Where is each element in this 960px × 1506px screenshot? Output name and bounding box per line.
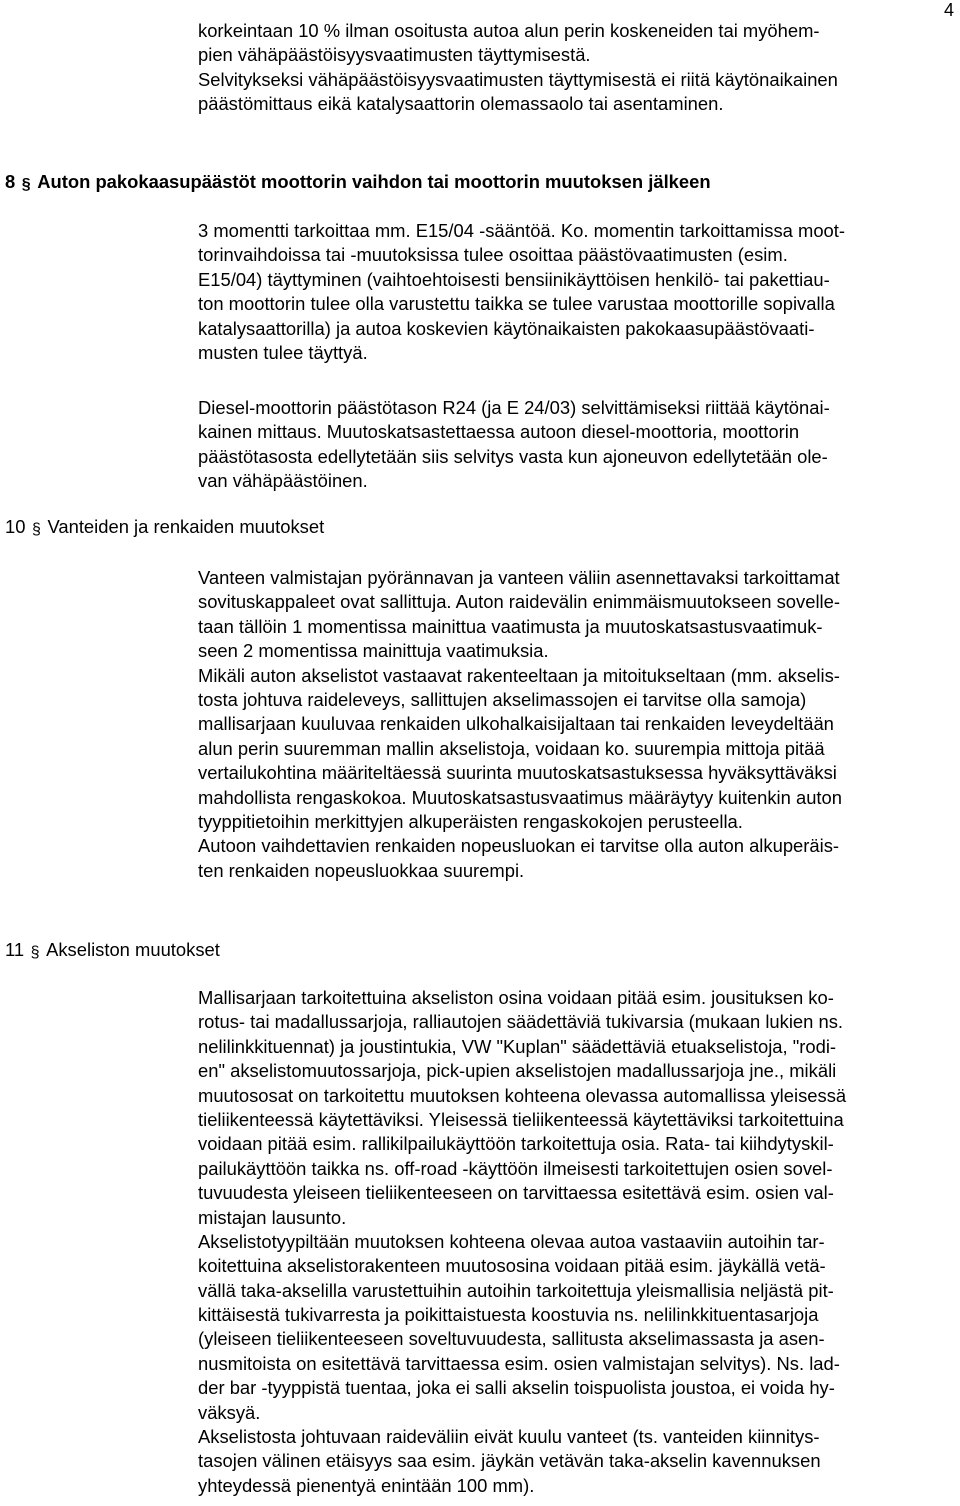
text-line: tosta johtuva raideleveys, sallittujen akselimassojen ei tarvitse olla samoja) bbox=[198, 688, 807, 710]
text-line: nusmitoista on esitettävä tarvittaessa esim. osien valmistajan selvitys). Ns. lad- bbox=[198, 1352, 840, 1374]
text-line: yhteydessä pienentyä enintään 100 mm). bbox=[198, 1474, 535, 1496]
text-line: mallisarjaan kuuluvaa renkaiden ulkohalkaisijaltaan tai renkaiden leveydeltään bbox=[198, 713, 834, 735]
text-line: Vanteen valmistajan pyörännavan ja vanteen väliin asennettavaksi tarkoittamat bbox=[198, 567, 840, 588]
text-line: muutososat on tarkoitettu muutoksen kohteena olevassa automallissa yleisessä bbox=[198, 1084, 847, 1106]
text-line: Diesel-moottorin päästötason R24 (ja E 24/03) selvittämiseksi riittää käytönai- bbox=[198, 397, 830, 418]
text-line: nelilinkkituennat) ja joustintukia, VW "Kuplan" säädettäviä etuakselistoja, "rodi- bbox=[198, 1035, 837, 1057]
text-line: mahdollista rengaskokoa. Muutoskatsastusvaatimus määräytyy kuitenkin auton bbox=[198, 786, 842, 808]
section-symbol: § bbox=[32, 521, 41, 538]
text-line: torinvaihdoissa tai -muutoksissa tulee osoittaa päästövaatimusten (esim. bbox=[198, 244, 788, 266]
text-line: vertailukohtina määriteltäessä suurinta muutoskatsastuksessa hyväksyttäväksi bbox=[198, 762, 837, 784]
text-line: musten tulee täyttyä. bbox=[198, 341, 368, 363]
text-line: (yleiseen tieliikenteeseen soveltuvuudesta, sallitusta akselimassasta ja asen- bbox=[198, 1328, 825, 1350]
text-line: vällä taka-akselilla varustettuihin autoihin tarkoitettuja yleismallisia neljästä pit- bbox=[198, 1279, 834, 1301]
section-number: 11 bbox=[5, 939, 25, 960]
text-line: Autoon vaihdettavien renkaiden nopeusluokan ei tarvitse olla auton alkuperäis- bbox=[198, 835, 840, 857]
section-title: Vanteiden ja renkaiden muutokset bbox=[47, 516, 325, 537]
text-line: E15/04) täyttyminen (vaihtoehtoisesti bensiinikäyttöisen henkilö- tai pakettiau- bbox=[198, 268, 830, 290]
text-line: Akselistotyypiltään muutoksen kohteena olevaa autoa vastaaviin autoihin tar- bbox=[198, 1230, 825, 1252]
text-line: Mallisarjaan tarkoitettuina akseliston osina voidaan pitää esim. jousituksen ko- bbox=[198, 987, 834, 1008]
section-title: Auton pakokaasupäästöt moottorin vaihdon tai moottorin muutoksen jälkeen bbox=[37, 171, 711, 192]
text-line: tasojen välinen etäisyys saa esim. jäykän vetävän taka-akselin kavennuksen bbox=[198, 1450, 821, 1472]
text-line: päästömittaus eikä katalysaattorin olemassaolo tai asentaminen. bbox=[198, 93, 724, 115]
section-symbol: § bbox=[30, 944, 40, 961]
section-number: 8 bbox=[5, 171, 16, 192]
text-line: kittäisestä tukivarresta ja poikittaistuesta koostuvia ns. nelilinkkituentasarjoja bbox=[198, 1304, 819, 1326]
section-number: 10 bbox=[5, 516, 26, 537]
text-line: tyyppitietoihin merkittyjen alkuperäisten rengaskokojen perusteella. bbox=[198, 810, 743, 832]
text-line: der bar -tyyppistä tuentaa, joka ei salli akselin toispuolista joustoa, ei voida hy- bbox=[198, 1377, 835, 1399]
text-line: tieliikenteessä käytettäviksi. Yleisessä tieliikenteessä käytettäviksi tarkoitettuina bbox=[198, 1108, 844, 1130]
text-line: katalysaattorilla) ja autoa koskevien käytönaikaisten pakokaasupäästövaati- bbox=[198, 317, 815, 339]
text-line: päästötasosta edellytetään siis selvitys vasta kun ajoneuvon edellytetään ole- bbox=[198, 445, 828, 467]
text-line: en" akselistomuutossarjoja, pick-upien akselistojen madallussarjoja jne., mikäli bbox=[198, 1060, 837, 1082]
text-line: Selvitykseksi vähäpäästöisyysvaatimusten täyttymisestä ei riitä käytönaikainen bbox=[198, 68, 838, 90]
text-line: taan tällöin 1 momentissa mainittua vaatimusta ja muutoskatsastusvaatimuk- bbox=[198, 615, 823, 637]
text-line: ton moottorin tulee olla varustettu taikka se tulee varustaa moottorille sopivalla bbox=[198, 293, 835, 315]
page-number: 4 bbox=[943, 0, 954, 20]
section-8-paragraph-2 bbox=[198, 396, 958, 494]
section-8-paragraph-1 bbox=[198, 219, 958, 365]
text-line: 3 momentti tarkoittaa mm. E15/04 -sääntöä. Ko. momentin tarkoittamissa moot- bbox=[198, 220, 846, 241]
text-line: ten renkaiden nopeusluokkaa suurempi. bbox=[198, 859, 525, 881]
text-line: korkeintaan 10 % ilman osoitusta autoa alun perin koskeneiden tai myöhem- bbox=[198, 20, 820, 41]
intro-paragraph bbox=[198, 19, 958, 117]
text-line: voidaan pitää esim. rallikilpailukäyttöön tarkoitettuja osia. Rata- tai kiihdytyskil- bbox=[198, 1133, 834, 1155]
text-line: rotus- tai madallussarjoja, ralliautojen säädettäviä tukivarsia (mukaan lukien ns. bbox=[198, 1011, 844, 1033]
text-line: pailukäyttöön taikka ns. off-road -käyttöön ilmeisesti tarkoitettujen osien sovel- bbox=[198, 1157, 833, 1179]
section-title: Akseliston muutokset bbox=[46, 939, 220, 960]
section-10-paragraph bbox=[198, 566, 958, 883]
section-8-heading bbox=[5, 170, 711, 196]
text-line: alun perin suuremman mallin akselistoja, voidaan ko. suurempia mittoja pitää bbox=[198, 737, 825, 759]
text-line: tuvuudesta yleiseen tieliikenteeseen on tarvittaessa esitettävä esim. osien val- bbox=[198, 1182, 834, 1204]
section-10-heading bbox=[5, 515, 324, 541]
text-line: Mikäli auton akselistot vastaavat rakenteeltaan ja mitoitukseltaan (mm. akselis- bbox=[198, 664, 840, 686]
text-line: van vähäpäästöinen. bbox=[198, 470, 368, 492]
text-line: pien vähäpäästöisyysvaatimusten täyttymisestä. bbox=[198, 44, 591, 66]
text-line: Akselistosta johtuvaan raideväliin eivät kuulu vanteet (ts. vanteiden kiinnitys- bbox=[198, 1426, 820, 1448]
text-line: seen 2 momentissa mainittuja vaatimuksia. bbox=[198, 640, 549, 662]
text-line: koitettuina akselistorakenteen muutososina voidaan pitää esim. jäykällä vetä- bbox=[198, 1255, 826, 1277]
text-line: väksyä. bbox=[198, 1401, 261, 1423]
section-11-heading bbox=[5, 938, 220, 964]
section-11-paragraph bbox=[198, 986, 958, 1498]
text-line: sovituskappaleet ovat sallittuja. Auton raidevälin enimmäismuutokseen sovelle- bbox=[198, 591, 840, 613]
text-line: kainen mittaus. Muutoskatsastettaessa autoon diesel-moottoria, moottorin bbox=[198, 421, 800, 443]
section-symbol: § bbox=[21, 176, 31, 193]
text-line: mistajan lausunto. bbox=[198, 1206, 347, 1228]
